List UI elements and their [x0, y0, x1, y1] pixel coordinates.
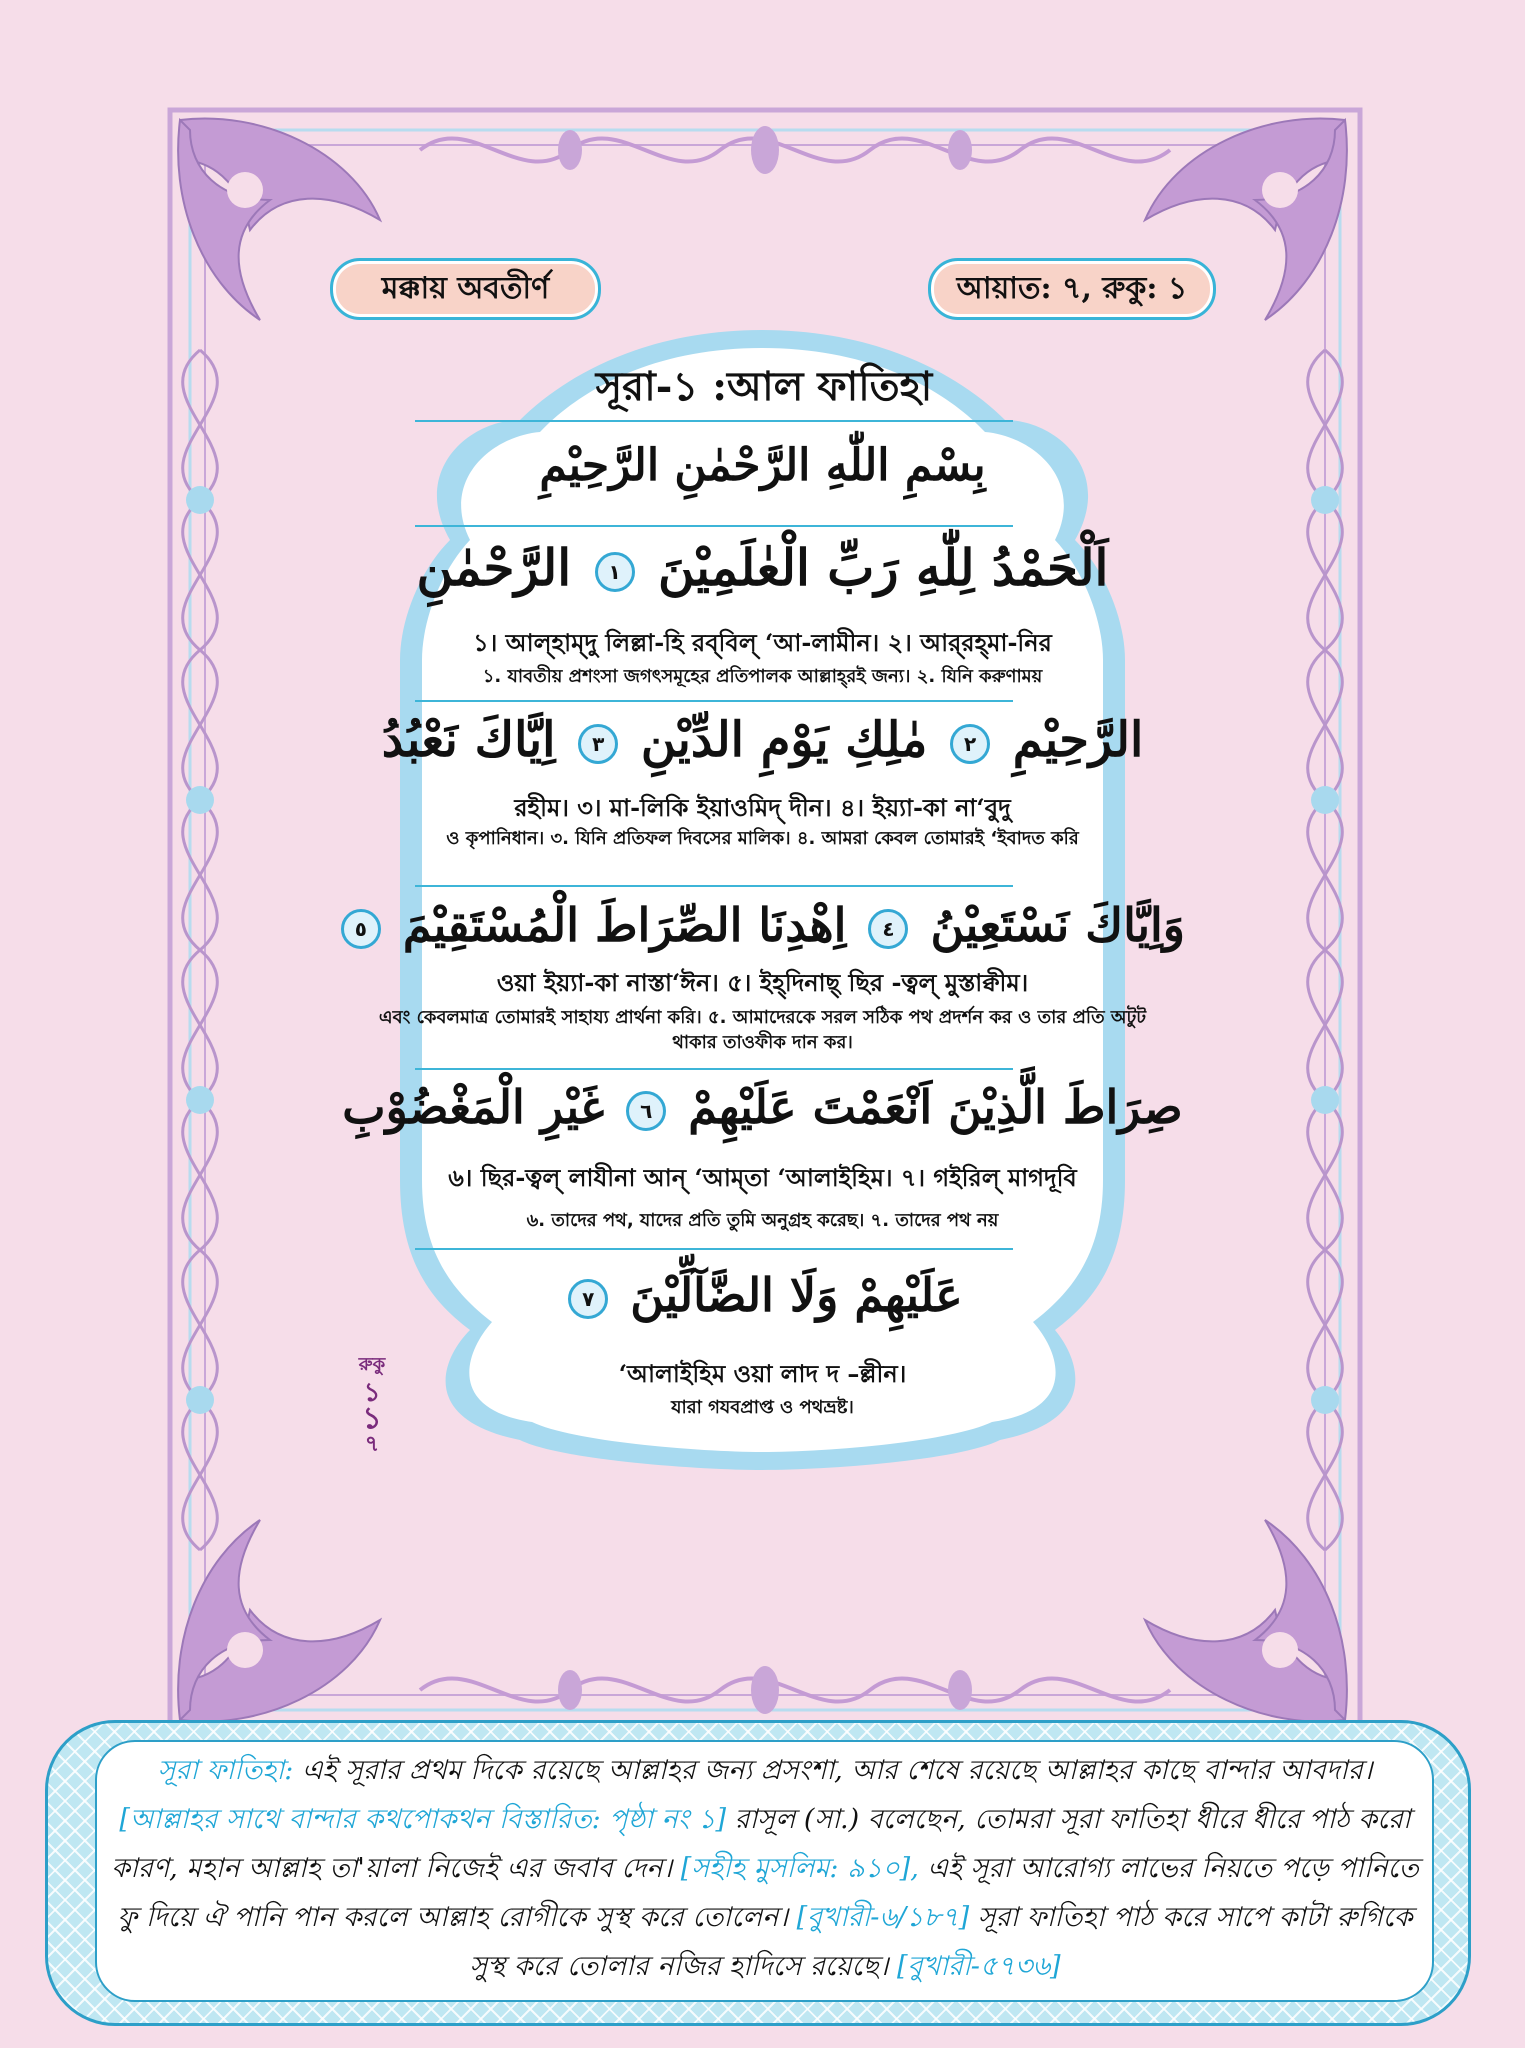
divider [415, 1248, 1013, 1250]
note-sentence: এই সূরার প্রথম দিকে রয়েছে আল্লাহর জন্য প্রসংশা, আর শেষে রয়েছে আল্লাহর কাছে বান্দার আবদার। [293, 1755, 1373, 1786]
ayah-line-4 [340, 1080, 1185, 1134]
ayah-text: الرَّحِيْمِ [1012, 712, 1144, 768]
ruku-label: রুকু [358, 1354, 386, 1375]
transliteration-5: ‘আলাইহিম ওয়া লাদ দ –ল্লীন। [618, 1359, 907, 1388]
divider [415, 885, 1013, 887]
meaning-2: ও কৃপানিধান। ৩. যিনি প্রতিফল দিবসের মালিক। ৪. আমরা কেবল তোমারই ‘ইবাদত করি [446, 828, 1079, 849]
ayah-line-3 [340, 898, 1185, 952]
note-lead: সূরা ফাতিহা: [157, 1755, 294, 1786]
bismillah: بِسْمِ اللّٰهِ الرَّحْمٰنِ الرَّحِيْمِ [539, 440, 986, 491]
revelation-text: মক্কায় অবতীর্ণ [381, 270, 550, 306]
note-text [110, 1746, 1420, 1991]
surah-title: সূরা-১ :আল ফাতিহা [595, 363, 933, 410]
meaning-3: এবং কেবলমাত্র তোমারই সাহায্য প্রার্থনা করি। ৫. আমাদেরকে সরল সঠিক পথ প্রদর্শন কর ও তার প্রতি অটুট থাকার তাওফীক দান কর। [378, 1007, 1147, 1053]
ayah-number-marker: ٤ [868, 909, 908, 949]
meaning-5: যারা গযবপ্রাপ্ত ও পথভ্রষ্ট। [671, 1397, 854, 1418]
note-sentence: এই সূরা আরোগ্য লাভের নিয়তে পড়ে পানিতে ফু দিয়ে ঐ পানি পান করলে আল্লাহ রোগীকে সুস্থ করে তোলেন। [117, 1853, 1419, 1933]
ayah-number-marker: ٣ [578, 724, 618, 764]
ayah-text: الرَّحْمٰنِ [416, 538, 572, 597]
ayah-number-marker: ٧ [568, 1279, 608, 1319]
transliteration-1: ১। আল্‌হাম্‌দু লিল্লা-হি রব্‌বিল্‌ ‘আ-লামীন। ২। আর্‌রহ্‌মা-নির [473, 628, 1052, 657]
divider [415, 420, 1013, 422]
ruku-bottom-number: ৭ [364, 1431, 380, 1457]
note-reference: [বুখারী-৫৭৩৬] [897, 1951, 1061, 1982]
note-reference: [আল্লাহর সাথে বান্দার কথপোকথন বিস্তারিত: পৃষ্ঠা নং ১] [119, 1804, 727, 1835]
meaning-1: ১. যাবতীয় প্রশংসা জগৎসমূহের প্রতিপালক আল্লাহ্‌রই জন্য। ২. যিনি করুণাময় [482, 666, 1043, 687]
verse-info-text: আয়াত: ৭, রুকু: ১ [956, 270, 1188, 306]
ayah-text: وَاِيَّاكَ نَسْتَعِيْنُ [930, 898, 1185, 952]
ayah-text: غَيْرِ الْمَغْضُوْبِ [342, 1080, 605, 1134]
transliteration-3: ওয়া ইয়্যা-কা নাস্তা‘ঈন। ৫। ইহ্‌দিনাছ্‌ ছির -ত্বল্‌ মুস্তাক্বীম। [496, 968, 1029, 997]
ayah-text: عَلَيْهِمْ وَلَا الضَّآلِّيْنَ [630, 1268, 963, 1322]
meaning-4: ৬. তাদের পথ, যাদের প্রতি তুমি অনুগ্রহ করেছ। ৭. তাদের পথ নয় [526, 1210, 999, 1231]
note-reference: [বুখারী-৬/১৮৭] [796, 1902, 970, 1933]
note-reference: [সহীহ মুসলিম: ৯১০], [680, 1853, 919, 1884]
ruku-mid-number: ১ [362, 1401, 382, 1436]
ayah-text: اِهْدِنَا الصِّرَاطَ الْمُسْتَقِيْمَ [402, 898, 847, 952]
ayah-number-marker: ٢ [950, 724, 990, 764]
ayah-number-marker: ٥ [341, 909, 381, 949]
ayah-text: اِيَّاكَ نَعْبُدُ [381, 712, 556, 768]
ayah-text: مٰلِكِ يَوْمِ الدِّيْنِ [640, 712, 928, 768]
divider [415, 1068, 1013, 1070]
ayah-number-marker: ٦ [626, 1091, 666, 1131]
ayah-text: صِرَاطَ الَّذِيْنَ اَنْعَمْتَ عَلَيْهِمْ [688, 1080, 1183, 1134]
note-sentence: সূরা ফাতিহা পাঠ করে সাপে কাটা রুগিকে সুস্থ করে তোলার নজির হাদিসে রয়েছে। [469, 1902, 1413, 1982]
transliteration-2: রহীম। ৩। মা-লিকি ইয়াওমিদ্‌ দীন। ৪। ইয়্যা-কা না‘বুদু [514, 793, 1011, 822]
ayah-line-5 [340, 1268, 1185, 1322]
note-sentence: রাসূল (সা.) বলেছেন, তোমরা সূরা ফাতিহা ধীরে ধীরে পাঠ করো কারণ, মহান আল্লাহ তা'য়ালা নিজেই এর জবাব দেন। [111, 1804, 1411, 1884]
ruku-top-number: ১ [363, 1378, 381, 1408]
ayah-line-2 [340, 712, 1185, 768]
divider [415, 525, 1013, 527]
transliteration-4: ৬। ছির-ত্বল্‌ লাযীনা আন্‌ ‘আম্‌তা ‘আলাইহিম। ৭। গইরিল্‌ মাগদূবি [448, 1163, 1077, 1192]
divider [415, 700, 1013, 702]
verse-info-badge [928, 258, 1216, 320]
ayah-line-1 [340, 538, 1185, 597]
ruku-marker [352, 1350, 392, 1455]
revelation-badge [330, 258, 601, 320]
ayah-text: اَلْحَمْدُ لِلّٰهِ رَبِّ الْعٰلَمِيْنَ [657, 538, 1109, 597]
ayah-number-marker: ١ [595, 552, 635, 592]
